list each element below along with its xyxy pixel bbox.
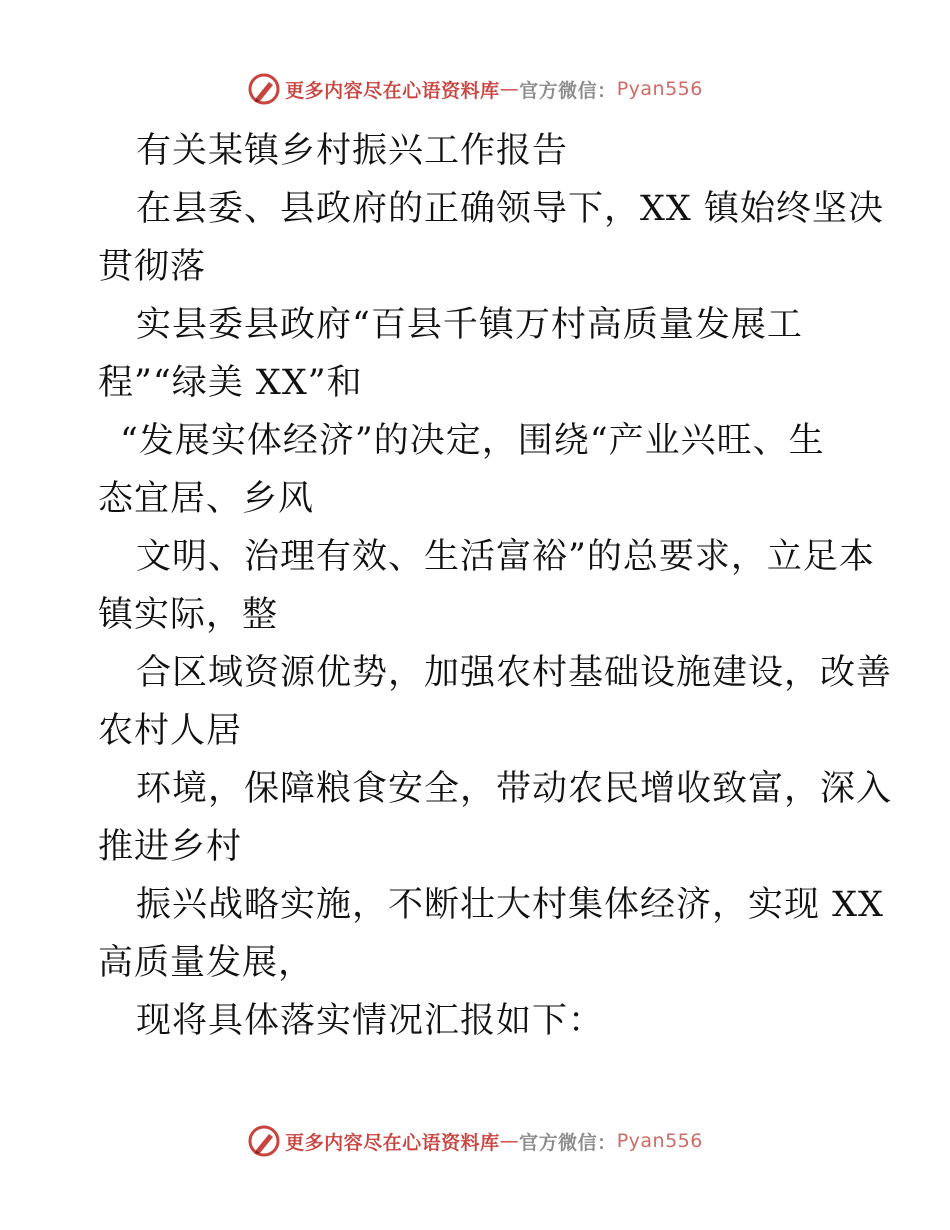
footer-banner xyxy=(0,1124,950,1158)
document-title: 有关某镇乡村振兴工作报告 xyxy=(136,131,569,171)
text-line: 在县委、县政府的正确领导下，XX 镇始终坚决 xyxy=(136,189,884,229)
banner-main-text: 更多内容尽在心语资料库 xyxy=(285,1131,500,1154)
pen-circle-logo-icon xyxy=(247,1124,281,1158)
header-banner xyxy=(0,72,950,106)
document-body xyxy=(98,122,893,1050)
banner-account: Pyan556 xyxy=(616,78,703,100)
text-line: 现将具体落实情况汇报如下： xyxy=(136,1001,605,1041)
text-line: 高质量发展， xyxy=(98,943,315,983)
text-line: 程”“绿美 XX”和 xyxy=(98,363,363,403)
banner-account: Pyan556 xyxy=(616,1130,703,1152)
text-line: 贯彻落 xyxy=(98,247,207,287)
pen-circle-logo-icon xyxy=(247,72,281,106)
text-line: 推进乡村 xyxy=(98,827,243,867)
text-line: “发展实体经济”的决定，围绕“产业兴旺、生 xyxy=(120,421,825,461)
text-line: 环境，保障粮食安全，带动农民增收致富，深入 xyxy=(136,769,893,809)
text-line: 镇实际，整 xyxy=(98,595,279,635)
banner-main-text: 更多内容尽在心语资料库 xyxy=(285,79,500,102)
banner-dash: — xyxy=(499,1130,520,1152)
text-line: 文明、治理有效、生活富裕”的总要求，立足本 xyxy=(136,537,875,577)
text-line: 农村人居 xyxy=(98,711,243,751)
banner-wechat-label: 官方微信： xyxy=(519,79,617,102)
text-line: 合区域资源优势，加强农村基础设施建设，改善 xyxy=(136,653,893,693)
text-line: 实县委县政府“百县千镇万村高质量发展工 xyxy=(136,305,803,345)
text-line: 振兴战略实施，不断壮大村集体经济，实现 XX xyxy=(136,885,884,925)
banner-wechat-label: 官方微信： xyxy=(519,1131,617,1154)
banner-dash: — xyxy=(499,78,520,100)
text-line: 态宜居、乡风 xyxy=(98,479,315,519)
